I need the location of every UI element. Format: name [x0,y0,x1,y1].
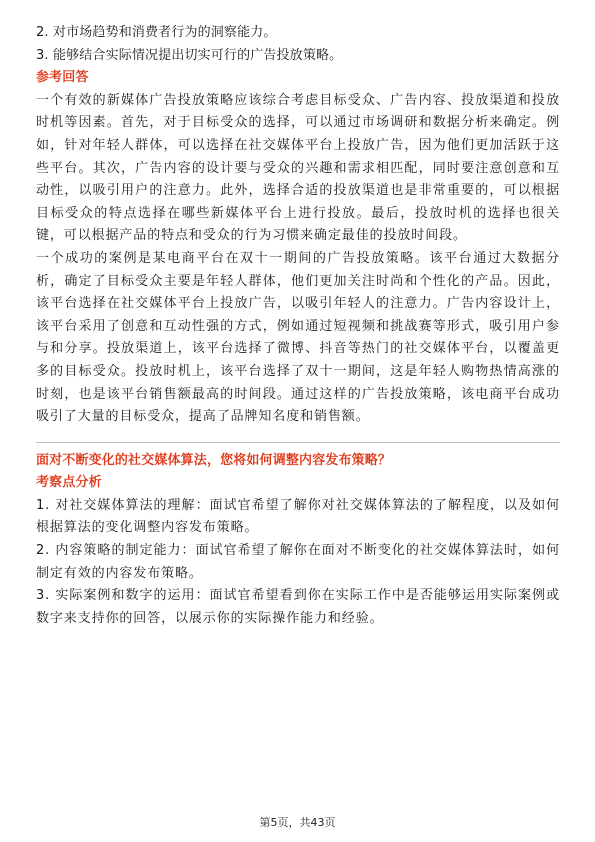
section-divider [36,442,560,443]
answer-heading: 参考回答 [36,70,89,86]
document-page [36,22,560,630]
question-title: 面对不断变化的社交媒体算法，您将如何调整内容发布策略？ [36,452,392,468]
answer-paragraph-2: 一个成功的案例是某电商平台在双十一期间的广告投放策略。该平台通过大数据分析，确定了目标受众主要是年轻人群体，他们更加关注时尚和个性化的产品。因此，该平台选择在社交媒体平台上投放广告，以吸引年轻人的注意力。广告内容设计上，该平台采用了创意和互动性强的方式，例如通过短视频和挑战赛等形式，吸引用户参与和分享。投放渠道上，该平台选择了微博、抖音等热门的社交媒体平台，以覆盖更多的目标受众。投放时机上，该平台选择了双十一期间，这是年轻人购物热情高涨的时刻，也是该平台销售额最高的时间段。通过这样的广告投放策略，该电商平台成功吸引了大量的目标受众，提高了品牌知名度和销售额。 [36,250,560,425]
analysis-item-1: 1. 对社交媒体算法的理解：面试官希望了解你对社交媒体算法的了解程度，以及如何根据算法的变化调整内容发布策略。 [36,497,560,536]
analysis-item-3: 3. 实际案例和数字的运用：面试官希望看到你在实际工作中是否能够运用实际案例或数字来支持你的回答，以展示你的实际操作能力和经验。 [36,588,560,626]
requirement-item-2: 2. 对市场趋势和消费者行为的洞察能力。 [36,25,277,40]
answer-paragraph-1: 一个有效的新媒体广告投放策略应该综合考虑目标受众、广告内容、投放渠道和投放时机等因素。首先，对于目标受众的选择，可以通过市场调研和数据分析来确定。例如，针对年轻人群体，可以选择在社交媒体平台上投放广告，因为他们更加活跃于这些平台。其次，广告内容的设计要与受众的兴趣和需求相匹配，同时要注意创意和互动性，以吸引用户的注意力。此外，选择合适的投放渠道也是非常重要的，可以根据目标受众的特点选择在哪些新媒体平台上进行投放。最后，投放时机的选择也很关键，可以根据产品的特点和受众的行为习惯来确定最佳的投放时间段。 [36,92,560,244]
page-number: 第5页，共43页 [259,816,336,829]
requirement-item-3: 3. 能够结合实际情况提出切实可行的广告投放策略。 [36,47,343,63]
analysis-heading: 考察点分析 [36,475,102,491]
analysis-item-2: 2. 内容策略的制定能力：面试官希望了解你在面对不断变化的社交媒体算法时，如何制定有效的内容发布策略。 [36,543,560,581]
